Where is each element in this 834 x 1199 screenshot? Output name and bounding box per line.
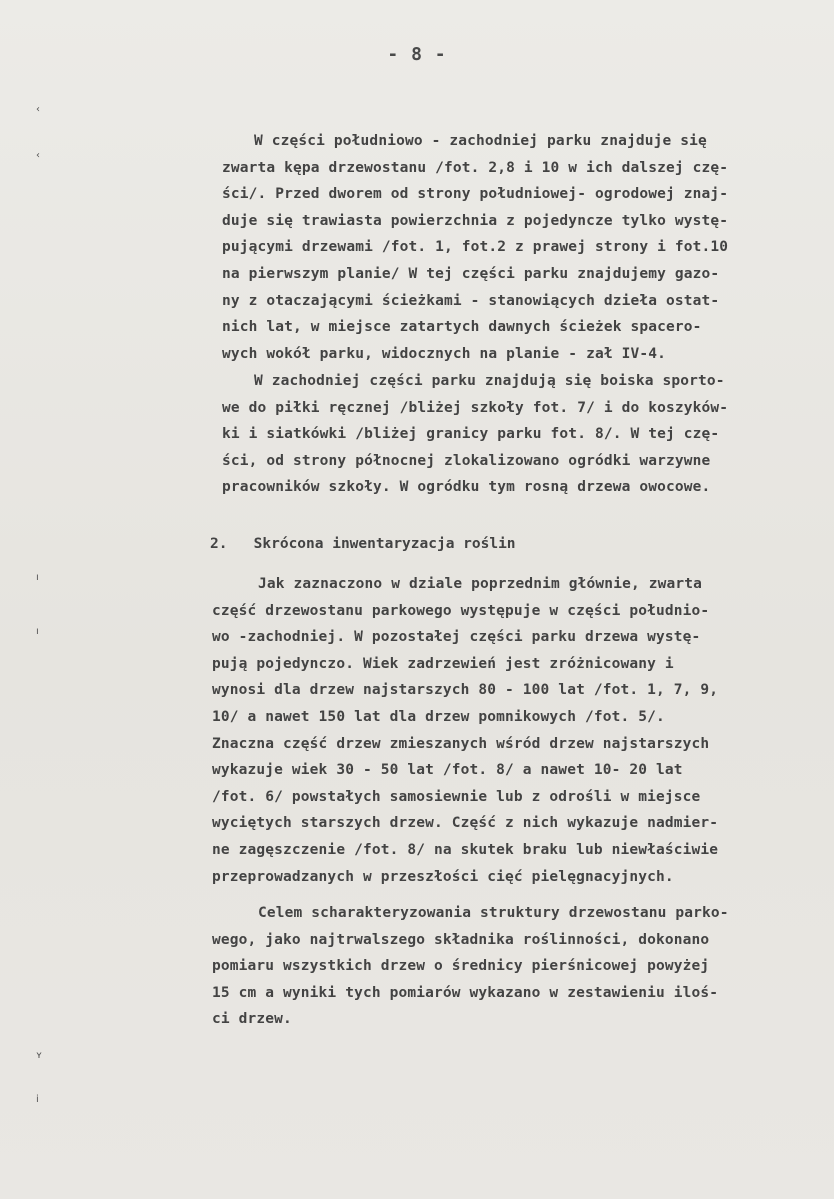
text-line: Celem scharakteryzowania struktury drzewostanu parko- xyxy=(258,905,729,921)
text-line: na pierwszym planie/ W tej części parku znajdujemy gazo- xyxy=(222,265,720,282)
paragraph-3 xyxy=(212,571,792,890)
paragraph-4 xyxy=(212,900,792,1033)
page-number: - 8 - xyxy=(387,44,447,65)
margin-mark: ı xyxy=(36,572,39,583)
text-line: ci drzew. xyxy=(212,1011,292,1028)
text-line: ści, od strony północnej zlokalizowano ogródki warzywne xyxy=(222,452,711,469)
text-line: pującymi drzewami /fot. 1, fot.2 z prawej strony i fot.10 xyxy=(222,239,729,256)
text-line: ści/. Przed dworem od strony południowej- ogrodowej znaj- xyxy=(222,186,729,203)
text-line: W zachodniej części parku znajdują się boiska sporto- xyxy=(254,373,725,389)
text-line: wych wokół parku, widocznych na planie - zał IV-4. xyxy=(222,345,666,362)
text-line: we do piłki ręcznej /bliżej szkoły fot. 7/ i do koszyków- xyxy=(222,399,729,416)
text-line: wykazuje wiek 30 - 50 lat /fot. 8/ a nawet 10- 20 lat xyxy=(212,762,683,779)
text-line: pomiaru wszystkich drzew o średnicy pierśnicowej powyżej xyxy=(212,958,710,975)
text-line: część drzewostanu parkowego występuje w części południo- xyxy=(212,602,710,619)
text-line: pują pojedynczo. Wiek zadrzewień jest zróżnicowany i xyxy=(212,655,674,672)
margin-mark: ʏ xyxy=(36,1050,43,1061)
paragraph-1 xyxy=(222,128,802,367)
text-line: wyciętych starszych drzew. Część z nich wykazuje nadmier- xyxy=(212,815,719,832)
text-line: Znaczna część drzew zmieszanych wśród drzew najstarszych xyxy=(212,735,710,752)
text-line: Jak zaznaczono w dziale poprzednim głównie, zwarta xyxy=(258,576,702,592)
text-line: przeprowadzanych w przeszłości cięć pielęgnacyjnych. xyxy=(212,868,674,885)
paragraph-2 xyxy=(222,368,802,501)
text-line: ny z otaczającymi ścieżkami - stanowiących dzieła ostat- xyxy=(222,292,720,309)
margin-mark: i xyxy=(36,1094,39,1105)
text-line: 10/ a nawet 150 lat dla drzew pomnikowych /fot. 5/. xyxy=(212,708,665,725)
text-line: wo -zachodniej. W pozostałej części parku drzewa wystę- xyxy=(212,629,701,646)
text-line: 15 cm a wyniki tych pomiarów wykazano w zestawieniu iloś- xyxy=(212,984,719,1001)
section-heading: 2. Skrócona inwentaryzacja roślin xyxy=(210,536,516,552)
text-line: wynosi dla drzew najstarszych 80 - 100 lat /fot. 1, 7, 9, xyxy=(212,682,719,699)
text-line: nich lat, w miejsce zatartych dawnych ścieżek spacero- xyxy=(222,319,702,336)
text-line: pracowników szkoły. W ogródku tym rosną drzewa owocowe. xyxy=(222,479,711,496)
text-line: zwarta kępa drzewostanu /fot. 2,8 i 10 w ich dalszej czę- xyxy=(222,159,729,176)
text-line: ki i siatkówki /bliżej granicy parku fot. 8/. W tej czę- xyxy=(222,426,720,443)
margin-mark: ı xyxy=(36,626,39,637)
text-line: duje się trawiasta powierzchnia z pojedyncze tylko wystę- xyxy=(222,212,729,229)
margin-mark: ‹ xyxy=(36,104,40,115)
text-line: wego, jako najtrwalszego składnika roślinności, dokonano xyxy=(212,931,710,948)
text-line: /fot. 6/ powstałych samosiewnie lub z odrośli w miejsce xyxy=(212,788,701,805)
margin-mark: ‹ xyxy=(36,150,40,161)
text-line: ne zagęszczenie /fot. 8/ na skutek braku lub niewłaściwie xyxy=(212,841,719,858)
text-line: W części południowo - zachodniej parku znajduje się xyxy=(254,133,707,149)
